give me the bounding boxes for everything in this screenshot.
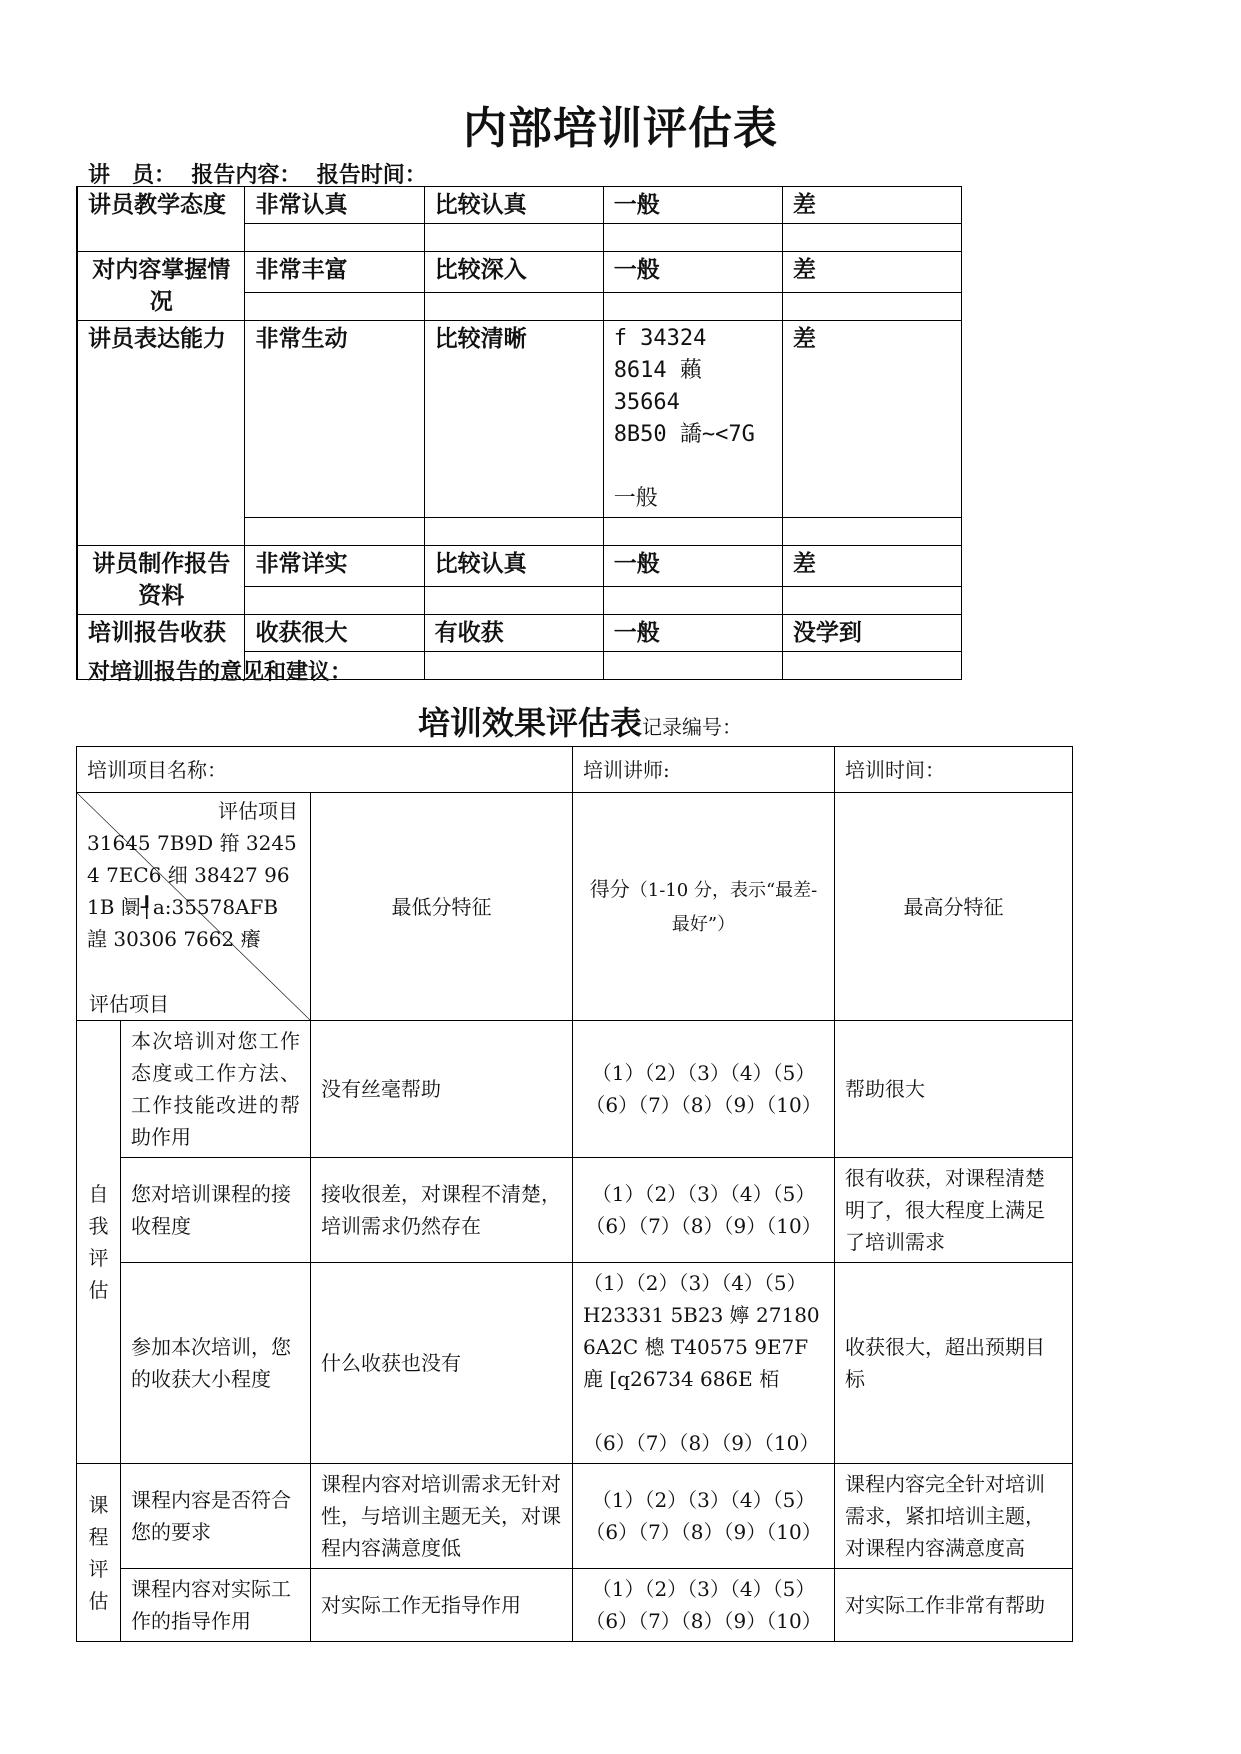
report-content-label: 报告内容：: [191, 163, 302, 188]
score-header-label: 得分: [589, 876, 630, 901]
option-cell: 比较深入: [424, 252, 603, 293]
option-cell: 一般: [603, 187, 782, 224]
item-cell: 课程内容对实际工作的指导作用: [121, 1569, 311, 1642]
check-cell[interactable]: [603, 652, 782, 680]
row-label-mastery: 对内容掌握情况: [77, 252, 245, 321]
training-time-cell[interactable]: 培训时间：: [835, 747, 1073, 793]
group-self-evaluation: 自我评估: [77, 1021, 121, 1464]
high-feature-header: 最高分特征: [835, 793, 1073, 1021]
check-cell[interactable]: [424, 224, 603, 252]
option-cell: 一般: [603, 615, 782, 652]
option-cell: 比较认真: [424, 546, 603, 587]
effect-title-main: 培训效果评估表: [418, 704, 643, 742]
group-course-evaluation: 课程评估: [77, 1464, 121, 1642]
diag-bottom-label: 评估项目: [89, 992, 169, 1016]
report-info-line: [88, 158, 427, 189]
check-cell[interactable]: [424, 293, 603, 321]
suggestions-label: 对培训报告的意见和建议：: [88, 660, 353, 685]
score-options[interactable]: （1）（2）（3）（4）（5） （6）（7）（8）（9）（10）: [573, 1464, 835, 1569]
check-cell[interactable]: [245, 293, 424, 321]
option-cell: 比较清晰: [424, 321, 603, 518]
item-cell: 课程内容是否符合您的要求: [121, 1464, 311, 1569]
low-feature-header: 最低分特征: [311, 793, 573, 1021]
check-cell[interactable]: [424, 652, 603, 680]
lecturer-label: 讲 员：: [88, 163, 177, 188]
project-name-cell[interactable]: 培训项目名称：: [77, 747, 573, 793]
low-cell: 没有丝毫帮助: [311, 1021, 573, 1158]
score-options[interactable]: （1）（2）（3）（4）（5） （6）（7）（8）（9）（10）: [573, 1569, 835, 1642]
lecture-evaluation-table: [76, 186, 962, 680]
option-cell: 比较认真: [424, 187, 603, 224]
check-cell[interactable]: [603, 293, 782, 321]
option-cell: 差: [782, 252, 961, 293]
diagonal-line: [77, 793, 310, 1020]
high-cell: 帮助很大: [835, 1021, 1073, 1158]
report-time-label: 报告时间：: [316, 163, 427, 188]
option-cell: 差: [782, 321, 961, 518]
diag-garbled-text: 31645 7B9D 箝 32454 7EC6 细 38427 961B 阛┦a:35578AFB 諻 30306 7662 癢: [87, 831, 297, 951]
check-cell[interactable]: [782, 224, 961, 252]
score-header-note: （1-10 分，表示“最差-最好”）: [629, 879, 818, 935]
option-cell: 非常认真: [245, 187, 424, 224]
form-title: 内部培训评估表: [463, 103, 778, 154]
option-cell: 一般: [603, 252, 782, 293]
high-cell: 课程内容完全针对培训需求，紧扣培训主题，对课程内容满意度高: [835, 1464, 1073, 1569]
row-label-expression: 讲员表达能力: [77, 321, 245, 546]
option-cell: 一般: [603, 546, 782, 587]
score-options[interactable]: （1）（2）（3）（4）（5） （6）（7）（8）（9）（10）: [573, 1158, 835, 1263]
diagonal-header-cell: [77, 793, 311, 1021]
record-number-label: 记录编号：: [642, 715, 743, 739]
option-cell: 没学到: [782, 615, 961, 652]
high-cell: 很有收获，对课程清楚明了，很大程度上满足了培训需求: [835, 1158, 1073, 1263]
option-cell: 非常丰富: [245, 252, 424, 293]
option-cell-garbled: f 34324 8614 藾 35664 8B50 譑~<7G 一般: [603, 321, 782, 518]
teacher-cell[interactable]: 培训讲师:: [573, 747, 835, 793]
diag-top-label: 评估项目: [218, 799, 298, 823]
row-label-materials: 讲员制作报告资料: [77, 546, 245, 615]
option-cell: 差: [782, 546, 961, 587]
low-cell: 接收很差，对课程不清楚，培训需求仍然存在: [311, 1158, 573, 1263]
check-cell[interactable]: [245, 587, 424, 615]
option-cell: 非常生动: [245, 321, 424, 518]
row-label-attitude: 讲员教学态度: [77, 187, 245, 252]
check-cell[interactable]: [245, 518, 424, 546]
effect-evaluation-title: [418, 698, 742, 744]
option-cell: 收获很大: [245, 615, 424, 652]
low-cell: 课程内容对培训需求无针对性，与培训主题无关，对课程内容满意度低: [311, 1464, 573, 1569]
check-cell[interactable]: [603, 587, 782, 615]
check-cell[interactable]: [782, 652, 961, 680]
training-effect-table: [76, 746, 1073, 1642]
check-cell[interactable]: [245, 224, 424, 252]
item-cell: 本次培训对您工作态度或工作方法、工作技能改进的帮助作用: [121, 1021, 311, 1158]
check-cell[interactable]: [782, 293, 961, 321]
check-cell[interactable]: [424, 587, 603, 615]
low-cell: 什么收获也没有: [311, 1263, 573, 1464]
check-cell[interactable]: [782, 518, 961, 546]
option-cell: 有收获: [424, 615, 603, 652]
check-cell[interactable]: [782, 587, 961, 615]
item-cell: 参加本次培训，您的收获大小程度: [121, 1263, 311, 1464]
item-cell: 您对培训课程的接收程度: [121, 1158, 311, 1263]
score-options-garbled[interactable]: （1）（2）（3）（4）（5） H23331 5B23 嬣 27180 6A2C 樬 T40575 9E7F 鹿 [q26734 686E 栢 （6）（7）（8）（9）（10）: [573, 1263, 835, 1464]
score-options[interactable]: （1）（2）（3）（4）（5） （6）（7）（8）（9）（10）: [573, 1021, 835, 1158]
check-cell[interactable]: [424, 518, 603, 546]
option-cell: 非常详实: [245, 546, 424, 587]
low-cell: 对实际工作无指导作用: [311, 1569, 573, 1642]
row-label-gains: 培训报告收获: [77, 615, 245, 680]
option-cell: 差: [782, 187, 961, 224]
check-cell[interactable]: [603, 224, 782, 252]
check-cell[interactable]: [603, 518, 782, 546]
high-cell: 收获很大，超出预期目标: [835, 1263, 1073, 1464]
high-cell: 对实际工作非常有帮助: [835, 1569, 1073, 1642]
score-header: [573, 793, 835, 1021]
